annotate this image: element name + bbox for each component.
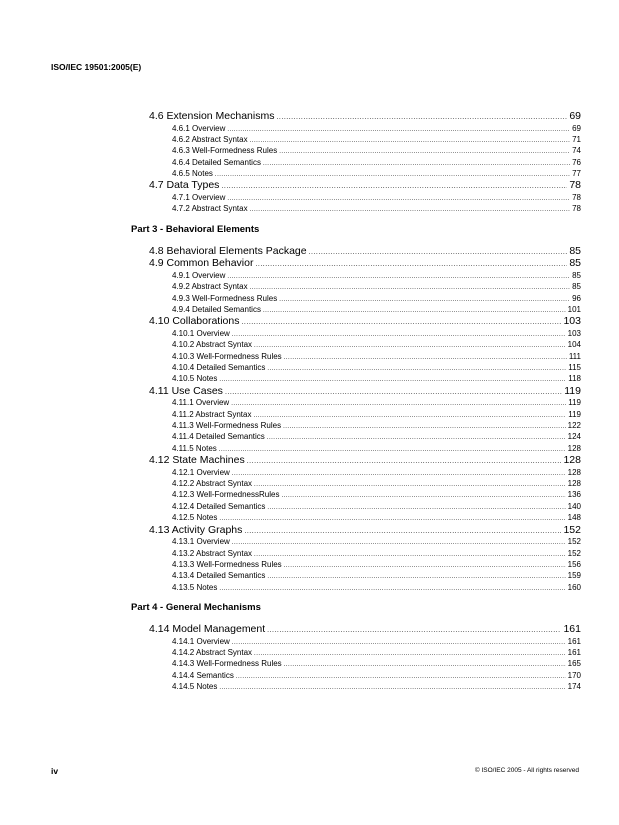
- dot-leader: [254, 649, 566, 660]
- document-id-header: ISO/IEC 19501:2005(E): [51, 62, 142, 72]
- toc-subsection-entry[interactable]: [131, 362, 581, 373]
- toc-entry-page-number: 165: [567, 659, 581, 669]
- dot-leader: [267, 572, 565, 583]
- toc-subsection-entry[interactable]: [131, 134, 581, 145]
- toc-subsection-entry[interactable]: [131, 293, 581, 304]
- dot-leader: [221, 181, 567, 194]
- toc-entry-label: 4.7 Data Types: [149, 179, 220, 192]
- dot-leader: [263, 306, 566, 317]
- toc-entry-page-number: 101: [567, 304, 581, 314]
- toc-subsection-entry[interactable]: [131, 192, 581, 203]
- dot-leader: [219, 584, 565, 595]
- toc-section-entry[interactable]: [131, 110, 581, 123]
- toc-entry-label: 4.14 Model Management: [149, 623, 266, 636]
- toc-entry-label: 4.10.3 Well-Formedness Rules: [172, 351, 282, 361]
- dot-leader: [253, 411, 566, 422]
- toc-subsection-entry[interactable]: [131, 658, 581, 669]
- toc-entry-label: 4.12.1 Overview: [172, 467, 230, 477]
- toc-entry-page-number: 111: [568, 351, 581, 361]
- dot-leader: [250, 205, 570, 216]
- toc-entry-page-number: 74: [572, 146, 581, 156]
- dot-leader: [279, 295, 570, 306]
- toc-entry-page-number: 161: [567, 636, 581, 646]
- toc-part-heading: Part 3 - Behavioral Elements: [131, 223, 260, 235]
- toc-subsection-entry[interactable]: [131, 281, 581, 292]
- copyright-notice: © ISO/IEC 2005 - All rights reserved: [474, 767, 579, 774]
- toc-entry-label: 4.10.5 Notes: [172, 374, 218, 384]
- dot-leader: [309, 247, 568, 260]
- toc-entry-label: 4.13.5 Notes: [172, 582, 218, 592]
- toc-entry-label: 4.14.4 Semantics: [172, 670, 234, 680]
- toc-entry-page-number: 96: [572, 293, 581, 303]
- toc-entry-page-number: 115: [568, 362, 581, 372]
- toc-subsection-entry[interactable]: [131, 373, 581, 384]
- toc-subsection-entry[interactable]: [131, 304, 581, 315]
- dot-leader: [219, 683, 565, 694]
- toc-entry-label: 4.11.2 Abstract Syntax: [172, 409, 252, 419]
- toc-entry-page-number: 148: [567, 513, 581, 523]
- toc-entry-page-number: 69: [572, 123, 581, 133]
- toc-entry-page-number: 85: [569, 257, 581, 270]
- toc-entry-page-number: 78: [569, 179, 581, 192]
- toc-entry-label: 4.6.2 Abstract Syntax: [172, 134, 248, 144]
- toc-subsection-entry[interactable]: [131, 351, 581, 362]
- dot-leader: [250, 283, 570, 294]
- toc-entry-page-number: 85: [572, 270, 581, 280]
- toc-entry-page-number: 69: [569, 110, 581, 122]
- toc-subsection-entry[interactable]: [131, 145, 581, 156]
- toc-entry-page-number: 159: [567, 571, 581, 581]
- toc-entry-label: 4.12.4 Detailed Semantics: [172, 501, 266, 511]
- toc-entry-label: 4.6 Extension Mechanisms: [149, 110, 275, 122]
- toc-entry-label: 4.10.2 Abstract Syntax: [172, 340, 253, 350]
- toc-entry-page-number: 128: [567, 479, 581, 489]
- dot-leader: [232, 638, 566, 649]
- dot-leader: [241, 317, 561, 330]
- toc-entry-page-number: 136: [567, 490, 581, 500]
- toc-entry-page-number: 152: [567, 537, 581, 547]
- toc-entry-page-number: 161: [567, 648, 581, 657]
- toc-entry-label: 4.12 State Machines: [149, 454, 245, 467]
- toc-entry-label: 4.12.2 Abstract Syntax: [172, 479, 253, 489]
- toc-entry-page-number: 122: [567, 421, 581, 431]
- dot-leader: [284, 660, 566, 671]
- toc-subsection-entry[interactable]: [131, 409, 581, 420]
- dot-leader: [231, 399, 566, 410]
- toc-section-entry[interactable]: [131, 179, 581, 192]
- dot-leader: [254, 480, 566, 491]
- dot-leader: [254, 550, 566, 561]
- toc-section-entry[interactable]: [131, 315, 581, 328]
- dot-leader: [227, 125, 570, 136]
- toc-subsection-entry[interactable]: [131, 582, 581, 593]
- toc-entry-page-number: 124: [567, 432, 581, 442]
- toc-entry-page-number: 152: [563, 523, 581, 536]
- dot-leader: [281, 491, 565, 502]
- toc-subsection-entry[interactable]: [131, 203, 581, 214]
- toc-entry-page-number: 156: [567, 559, 581, 569]
- dot-leader: [276, 112, 567, 125]
- toc-entry-label: 4.9.1 Overview: [172, 270, 226, 280]
- dot-leader: [254, 341, 566, 352]
- toc-subsection-entry[interactable]: [131, 339, 581, 350]
- toc-entry-label: 4.9.4 Detailed Semantics: [172, 304, 261, 314]
- dot-leader: [232, 469, 566, 480]
- toc-entry-page-number: 76: [572, 157, 581, 167]
- toc-subsection-entry[interactable]: [131, 443, 581, 454]
- dot-leader: [284, 353, 567, 364]
- dot-leader: [283, 422, 566, 433]
- toc-entry-page-number: 85: [572, 282, 581, 292]
- toc-section-entry[interactable]: [131, 257, 581, 270]
- toc-section-entry[interactable]: [131, 623, 581, 636]
- toc-entry-label: 4.13.1 Overview: [172, 537, 230, 547]
- dot-leader: [247, 456, 562, 469]
- page-number: iv: [51, 766, 59, 776]
- toc-entry-label: 4.13.3 Well-Formedness Rules: [172, 559, 282, 569]
- dot-leader: [255, 259, 567, 272]
- dot-leader: [215, 170, 570, 181]
- toc-entry-label: 4.6.4 Detailed Semantics: [172, 157, 261, 167]
- toc-entry-page-number: 128: [567, 467, 581, 477]
- toc-subsection-entry[interactable]: [131, 570, 581, 581]
- toc-subsection-entry[interactable]: [131, 647, 581, 658]
- toc-entry-page-number: 78: [572, 204, 581, 214]
- dot-leader: [227, 194, 570, 205]
- toc-subsection-entry[interactable]: [131, 420, 581, 431]
- toc-subsection-entry[interactable]: [131, 489, 581, 500]
- toc-subsection-entry[interactable]: [131, 681, 581, 692]
- dot-leader: [219, 445, 566, 456]
- toc-entry-label: 4.13 Activity Graphs: [149, 523, 243, 536]
- dot-leader: [250, 136, 570, 147]
- dot-leader: [219, 514, 565, 525]
- toc-subsection-entry[interactable]: [131, 157, 581, 168]
- toc-entry-label: 4.12.3 Well-FormednessRules: [172, 490, 280, 500]
- toc-subsection-entry[interactable]: [131, 501, 581, 512]
- toc-entry-label: 4.14.3 Well-Formedness Rules: [172, 659, 282, 669]
- toc-subsection-entry[interactable]: [131, 478, 581, 489]
- dot-leader: [219, 375, 566, 386]
- toc-subsection-entry[interactable]: [131, 467, 581, 478]
- toc-entry-page-number: 128: [567, 443, 581, 453]
- dot-leader: [279, 147, 570, 158]
- toc-subsection-entry[interactable]: [131, 548, 581, 559]
- toc-subsection-entry[interactable]: [131, 270, 581, 281]
- toc-entry-page-number: 160: [567, 582, 581, 592]
- toc-part-heading: Part 4 - General Mechanisms: [131, 602, 261, 614]
- toc-subsection-entry[interactable]: [131, 123, 581, 134]
- toc-entry-label: 4.7.1 Overview: [172, 192, 226, 202]
- toc-entry-label: 4.10.1 Overview: [172, 328, 230, 338]
- dot-leader: [232, 538, 566, 549]
- toc-entry-label: 4.13.4 Detailed Semantics: [172, 571, 266, 581]
- toc-entry-page-number: 128: [563, 454, 581, 467]
- toc-entry-label: 4.13.2 Abstract Syntax: [172, 548, 253, 558]
- toc-entry-label: 4.6.1 Overview: [172, 123, 226, 133]
- toc-entry-label: 4.14.2 Abstract Syntax: [172, 648, 253, 657]
- toc-entry-page-number: 119: [568, 409, 581, 419]
- toc-entry-label: 4.11.5 Notes: [172, 443, 217, 453]
- toc-entry-label: 4.11.3 Well-Formedness Rules: [172, 421, 282, 431]
- toc-section-entry[interactable]: [131, 524, 581, 537]
- toc-entry-page-number: 103: [563, 315, 581, 328]
- toc-entry-label: 4.11.1 Overview: [172, 398, 230, 408]
- toc-subsection-entry[interactable]: [131, 670, 581, 681]
- toc-entry-label: 4.9 Common Behavior: [149, 257, 254, 270]
- dot-leader: [227, 272, 570, 283]
- toc-subsection-entry[interactable]: [131, 536, 581, 547]
- toc-entry-page-number: 85: [569, 244, 581, 257]
- toc-entry-page-number: 71: [572, 134, 581, 144]
- toc-entry-page-number: 77: [572, 169, 581, 179]
- toc-entry-page-number: 140: [567, 501, 581, 511]
- toc-entry-page-number: 152: [567, 548, 581, 558]
- toc-entry-label: 4.14.1 Overview: [172, 636, 230, 646]
- dot-leader: [267, 503, 565, 514]
- dot-leader: [267, 364, 566, 375]
- toc-entry-label: 4.6.3 Well-Formedness Rules: [172, 146, 278, 156]
- toc-entry-label: 4.10 Collaborations: [149, 315, 240, 328]
- toc-entry-page-number: 174: [567, 682, 581, 692]
- toc-section-entry[interactable]: [131, 454, 581, 467]
- toc-entry-page-number: 119: [568, 398, 581, 408]
- toc-entry-page-number: 78: [572, 192, 581, 202]
- toc-entry-page-number: 170: [567, 670, 581, 680]
- dot-leader: [267, 433, 566, 444]
- toc-entry-page-number: 103: [567, 328, 581, 338]
- toc-subsection-entry[interactable]: [131, 512, 581, 523]
- toc-entry-label: 4.9.3 Well-Formedness Rules: [172, 293, 278, 303]
- toc-subsection-entry[interactable]: [131, 636, 581, 647]
- toc-entry-page-number: 119: [564, 384, 581, 397]
- toc-section-entry[interactable]: [131, 245, 581, 258]
- toc-subsection-entry[interactable]: [131, 168, 581, 179]
- toc-entry-label: 4.11 Use Cases: [149, 384, 223, 397]
- toc-entry-label: 4.6.5 Notes: [172, 169, 213, 179]
- dot-leader: [232, 330, 566, 341]
- toc-entry-label: 4.8 Behavioral Elements Package: [149, 244, 307, 257]
- dot-leader: [236, 672, 566, 683]
- toc-entry-label: 4.11.4 Detailed Semantics: [172, 432, 265, 442]
- toc-entry-label: 4.10.4 Detailed Semantics: [172, 362, 266, 372]
- toc-entry-label: 4.9.2 Abstract Syntax: [172, 282, 248, 292]
- table-of-contents: [131, 110, 581, 693]
- toc-entry-label: 4.7.2 Abstract Syntax: [172, 204, 248, 214]
- toc-entry-label: 4.12.5 Notes: [172, 513, 218, 523]
- toc-entry-page-number: 104: [567, 340, 581, 350]
- toc-entry-page-number: 118: [568, 374, 581, 384]
- toc-entry-page-number: 161: [563, 623, 581, 636]
- dot-leader: [284, 561, 566, 572]
- dot-leader: [225, 387, 562, 400]
- toc-subsection-entry[interactable]: [131, 431, 581, 442]
- toc-entry-label: 4.14.5 Notes: [172, 682, 218, 692]
- dot-leader: [244, 526, 561, 539]
- dot-leader: [267, 625, 561, 638]
- toc-subsection-entry[interactable]: [131, 559, 581, 570]
- dot-leader: [263, 159, 570, 170]
- toc-section-entry[interactable]: [131, 385, 581, 398]
- toc-subsection-entry[interactable]: [131, 397, 581, 408]
- toc-subsection-entry[interactable]: [131, 328, 581, 339]
